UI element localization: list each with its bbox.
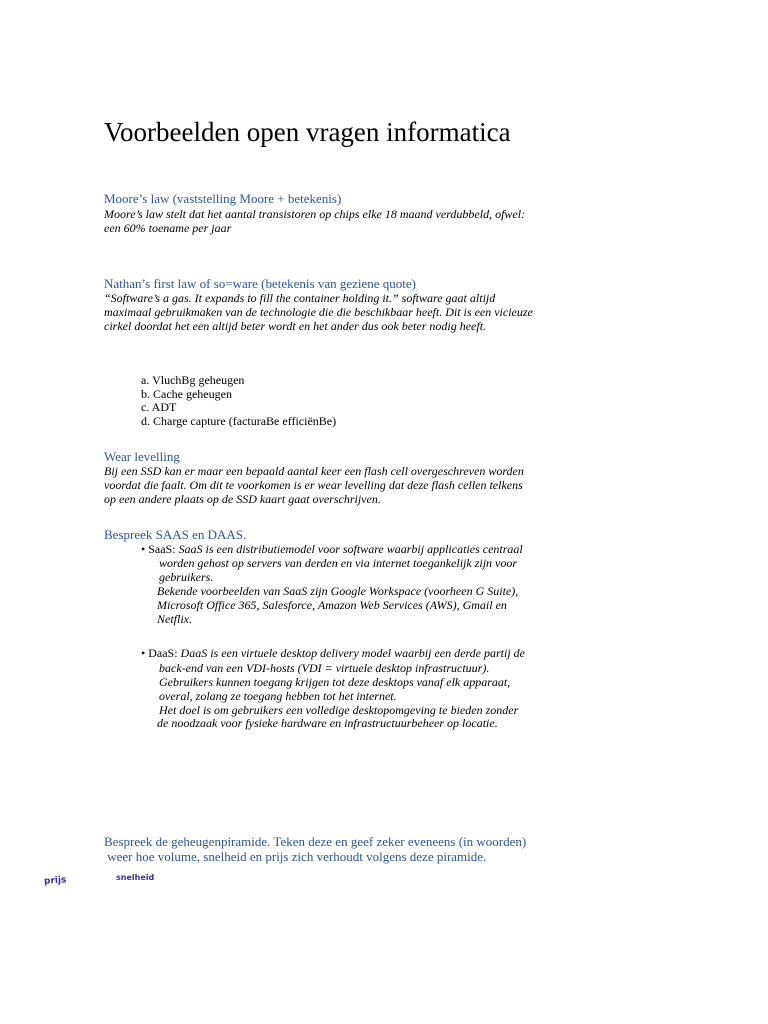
saas-cont-2: gebruikers. (159, 570, 214, 584)
saas-daas-heading: Bespreek SAAS en DAAS. (104, 527, 247, 542)
daas-item (141, 646, 525, 660)
wear-line-3: op een andere plaats op de SSD kaart gaat overschrijven. (104, 492, 381, 506)
wear-line-2: voordat die faalt. Om dit te voorkomen is er wear levelling dat deze flash cellen telkens (104, 478, 523, 492)
daas-cont-2: Gebruikers kunnen toegang krijgen tot deze desktops vanaf elk apparaat, (159, 675, 511, 689)
saas-first-text: SaaS is een distributiemodel voor software waarbij applicaties centraal (178, 542, 523, 556)
daas-cont-3: overal, zolang ze toegang hebben tot het internet. (159, 689, 397, 703)
moore-line-1: Moore’s law stelt dat het aantal transistoren op chips elke 18 maand verdubbeld, ofwel: (104, 207, 526, 221)
saas-extra-2: Microsoft Office 365, Salesforce, Amazon Web Services (AWS), Gmail en (157, 598, 507, 612)
daas-extra (157, 716, 498, 730)
wear-heading: Wear levelling (104, 449, 180, 464)
saas-examples (157, 584, 518, 626)
pyramid-line-2: weer hoe volume, snelheid en prijs zich verhoudt volgens deze piramide. (104, 849, 487, 864)
moore-line-2: een 60% toename per jaar (104, 221, 232, 235)
nathan-line-2: maximaal gebruikmaken van de technologie die die beschikbaar heeft. Dit is een vicieuze (104, 305, 533, 319)
option-d: d. Charge capture (facturaBe efficiënBe) (141, 413, 337, 428)
option-b: b. Cache geheugen (141, 386, 232, 401)
daas-extra-1: de noodzaak voor fysieke hardware en infrastructuurbeheer op locatie. (157, 716, 498, 730)
saas-first-line (141, 542, 523, 556)
handwritten-snelheid: snelheid (116, 873, 155, 882)
option-a: a. VluchBg geheugen (141, 373, 245, 387)
wear-body (104, 464, 524, 506)
moore-body (104, 207, 525, 235)
handwritten-prijs: prijs (43, 875, 67, 887)
options-list (141, 374, 336, 428)
daas-cont-1: back-end van een VDI-hosts (VDI = virtuele desktop infrastructuur). (159, 661, 490, 675)
saas-item (141, 542, 523, 556)
nathan-line-1: “Software’s a gas. It expands to fill the container holding it.” software gaat altijd (104, 291, 496, 305)
saas-cont-1: worden gehost op servers van derden en via internet toegankelijk zijn voor (159, 556, 518, 570)
saas-bullet-label: • SaaS: (141, 542, 179, 556)
saas-extra-1: Bekende voorbeelden van SaaS zijn Google Workspace (voorheen G Suite), (157, 584, 519, 598)
nathan-line-3: cirkel doordat het een altijd beter wordt en het ander dus ook beter nodig heeft. (104, 319, 487, 333)
saas-continuation (159, 556, 517, 584)
daas-continuation (159, 661, 518, 717)
moore-heading: Moore’s law (vaststelling Moore + betekenis) (104, 191, 342, 206)
page-title: Voorbeelden open vragen informatica (104, 117, 511, 147)
pyramid-question (104, 834, 526, 864)
daas-cont-4: Het doel is om gebruikers een volledige desktopomgeving te bieden zonder (159, 703, 519, 717)
option-c: c. ADT (141, 400, 177, 414)
nathan-heading: Nathan’s first law of so=ware (betekenis van geziene quote) (104, 276, 416, 291)
wear-line-1: Bij een SSD kan er maar een bepaald aantal keer een flash cell overgeschreven worden (104, 464, 524, 478)
daas-bullet-label: • DaaS: (141, 646, 181, 660)
daas-first-line (141, 646, 525, 660)
pyramid-line-1: Bespreek de geheugenpiramide. Teken deze en geef zeker eveneens (in woorden) (104, 834, 527, 849)
daas-first-text: DaaS is een virtuele desktop delivery model waarbij een derde partij de (180, 646, 525, 660)
nathan-body (104, 291, 533, 333)
saas-extra-3: Netflix. (157, 612, 192, 626)
